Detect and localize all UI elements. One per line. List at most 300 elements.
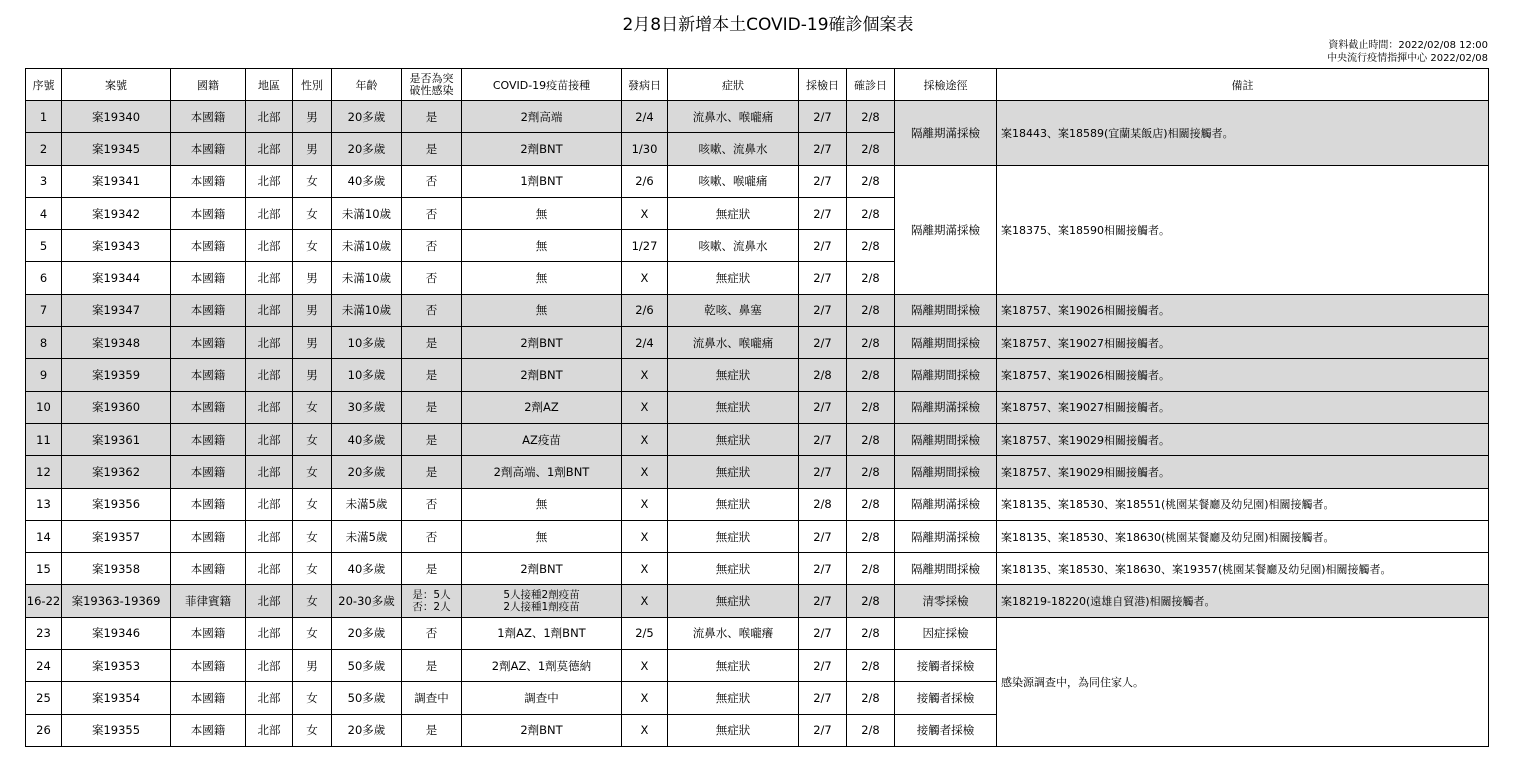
cell-region: 北部 [246, 423, 293, 455]
cell-symptoms: 流鼻水、喉嚨癢 [668, 617, 799, 649]
cell-symptoms: 流鼻水、喉嚨痛 [668, 327, 799, 359]
cell-onset: X [622, 391, 668, 423]
cell-onset: X [622, 262, 668, 294]
cell-vaccine: 2劑高端、1劑BNT [462, 456, 622, 488]
cell-vaccine: 調查中 [462, 682, 622, 714]
cell-sex: 男 [293, 327, 332, 359]
cell-breakthrough: 否 [402, 488, 462, 520]
cell-test-date: 2/7 [799, 230, 847, 262]
cell-sex: 男 [293, 262, 332, 294]
cell-region: 北部 [246, 617, 293, 649]
cell-nationality: 本國籍 [171, 423, 246, 455]
cell-breakthrough: 否 [402, 617, 462, 649]
cell-note: 案18135、案18530、案18630(桃園某餐廳及幼兒園)相關接觸者。 [997, 520, 1489, 552]
cell-breakthrough: 是 [402, 359, 462, 391]
cell-age: 40多歲 [332, 165, 402, 197]
cell-sex: 女 [293, 230, 332, 262]
cell-age: 40多歲 [332, 423, 402, 455]
cell-case: 案19356 [62, 488, 171, 520]
cell-vaccine: 2劑BNT [462, 359, 622, 391]
cell-test-date: 2/7 [799, 101, 847, 133]
page-title: 2月8日新增本土COVID-19確診個案表 [622, 15, 914, 35]
cell-breakthrough: 是：5人 否：2人 [402, 585, 462, 617]
cell-onset: X [622, 520, 668, 552]
header-row [26, 69, 1489, 101]
cell-onset: X [622, 423, 668, 455]
cell-route: 接觸者採檢 [895, 650, 997, 682]
cell-vaccine: 無 [462, 520, 622, 552]
cell-route: 隔離期滿採檢 [895, 520, 997, 552]
cell-age: 40多歲 [332, 553, 402, 585]
cell-breakthrough: 調查中 [402, 682, 462, 714]
cell-onset: 2/6 [622, 294, 668, 326]
cell-no: 2 [26, 133, 62, 165]
cell-no: 10 [26, 391, 62, 423]
cell-sex: 女 [293, 197, 332, 229]
cell-nationality: 本國籍 [171, 197, 246, 229]
cell-region: 北部 [246, 294, 293, 326]
table-row [26, 585, 1489, 617]
cell-case: 案19359 [62, 359, 171, 391]
cell-onset: 2/6 [622, 165, 668, 197]
cell-region: 北部 [246, 650, 293, 682]
cell-sex: 男 [293, 359, 332, 391]
cell-region: 北部 [246, 585, 293, 617]
cell-note: 案18135、案18530、案18551(桃園某餐廳及幼兒園)相關接觸者。 [997, 488, 1489, 520]
cell-breakthrough: 否 [402, 262, 462, 294]
cell-age: 未滿10歲 [332, 294, 402, 326]
cell-vaccine: 無 [462, 294, 622, 326]
cell-nationality: 本國籍 [171, 294, 246, 326]
cell-sex: 男 [293, 101, 332, 133]
cell-route: 隔離期間採檢 [895, 423, 997, 455]
cell-sex: 男 [293, 294, 332, 326]
cell-nationality: 菲律賓籍 [171, 585, 246, 617]
cell-test-date: 2/7 [799, 714, 847, 746]
cell-confirm-date: 2/8 [847, 520, 895, 552]
cell-test-date: 2/8 [799, 488, 847, 520]
cell-route: 隔離期間採檢 [895, 294, 997, 326]
table-row [26, 488, 1489, 520]
cell-age: 30多歲 [332, 391, 402, 423]
cell-route: 隔離期間採檢 [895, 456, 997, 488]
cell-nationality: 本國籍 [171, 133, 246, 165]
cell-sex: 女 [293, 391, 332, 423]
cell-onset: 1/30 [622, 133, 668, 165]
cell-breakthrough: 否 [402, 294, 462, 326]
cell-confirm-date: 2/8 [847, 617, 895, 649]
cell-no: 9 [26, 359, 62, 391]
cell-region: 北部 [246, 327, 293, 359]
cell-symptoms: 咳嗽、流鼻水 [668, 230, 799, 262]
cell-case: 案19357 [62, 520, 171, 552]
cell-symptoms: 咳嗽、流鼻水 [668, 133, 799, 165]
cell-age: 20多歲 [332, 133, 402, 165]
cell-vaccine: 5人接種2劑疫苗 2人接種1劑疫苗 [462, 585, 622, 617]
cell-no: 15 [26, 553, 62, 585]
cell-age: 10多歲 [332, 327, 402, 359]
cell-note: 案18219-18220(遠雄自貿港)相關接觸者。 [997, 585, 1489, 617]
cell-region: 北部 [246, 682, 293, 714]
cell-breakthrough: 是 [402, 423, 462, 455]
col-no: 序號 [26, 69, 62, 101]
cell-breakthrough: 是 [402, 327, 462, 359]
cell-no: 11 [26, 423, 62, 455]
cell-no: 6 [26, 262, 62, 294]
cell-case: 案19341 [62, 165, 171, 197]
cell-route: 隔離期滿採檢 [895, 488, 997, 520]
cell-age: 20-30多歲 [332, 585, 402, 617]
cell-route: 接觸者採檢 [895, 682, 997, 714]
cell-sex: 女 [293, 714, 332, 746]
cell-sex: 女 [293, 553, 332, 585]
cell-age: 50多歲 [332, 650, 402, 682]
cell-nationality: 本國籍 [171, 230, 246, 262]
cell-breakthrough: 是 [402, 133, 462, 165]
cell-no: 3 [26, 165, 62, 197]
cell-onset: X [622, 682, 668, 714]
cell-region: 北部 [246, 456, 293, 488]
cell-sex: 女 [293, 423, 332, 455]
table-row [26, 617, 1489, 649]
cell-sex: 女 [293, 617, 332, 649]
cell-confirm-date: 2/8 [847, 391, 895, 423]
cell-case: 案19340 [62, 101, 171, 133]
cell-test-date: 2/7 [799, 650, 847, 682]
cell-nationality: 本國籍 [171, 359, 246, 391]
cell-region: 北部 [246, 391, 293, 423]
col-confirm-date: 確診日 [847, 69, 895, 101]
cell-test-date: 2/7 [799, 682, 847, 714]
cell-confirm-date: 2/8 [847, 294, 895, 326]
cell-case: 案19348 [62, 327, 171, 359]
table-row [26, 391, 1489, 423]
cell-region: 北部 [246, 133, 293, 165]
cell-confirm-date: 2/8 [847, 714, 895, 746]
cell-nationality: 本國籍 [171, 101, 246, 133]
cell-case: 案19358 [62, 553, 171, 585]
cell-case: 案19343 [62, 230, 171, 262]
source-agency: 中央流行疫情指揮中心 2022/02/08 [1327, 53, 1488, 64]
cell-nationality: 本國籍 [171, 262, 246, 294]
cell-test-date: 2/7 [799, 423, 847, 455]
cell-vaccine: 1劑BNT [462, 165, 622, 197]
cell-case: 案19353 [62, 650, 171, 682]
col-symptoms: 症狀 [668, 69, 799, 101]
cell-confirm-date: 2/8 [847, 650, 895, 682]
cell-vaccine: 1劑AZ、1劑BNT [462, 617, 622, 649]
cell-case: 案19354 [62, 682, 171, 714]
col-onset: 發病日 [622, 69, 668, 101]
cell-symptoms: 無症狀 [668, 682, 799, 714]
cell-onset: X [622, 585, 668, 617]
table-row [26, 327, 1489, 359]
cell-nationality: 本國籍 [171, 488, 246, 520]
cell-age: 50多歲 [332, 682, 402, 714]
cell-confirm-date: 2/8 [847, 585, 895, 617]
cell-age: 10多歲 [332, 359, 402, 391]
table-row [26, 553, 1489, 585]
cell-vaccine: AZ疫苗 [462, 423, 622, 455]
table-row [26, 165, 1489, 197]
cell-symptoms: 咳嗽、喉嚨痛 [668, 165, 799, 197]
cell-vaccine: 無 [462, 262, 622, 294]
cell-sex: 女 [293, 488, 332, 520]
cell-sex: 男 [293, 650, 332, 682]
cell-no: 14 [26, 520, 62, 552]
cell-confirm-date: 2/8 [847, 488, 895, 520]
cell-age: 20多歲 [332, 714, 402, 746]
cell-route: 隔離期滿採檢 [895, 101, 997, 166]
cell-symptoms: 無症狀 [668, 650, 799, 682]
cell-confirm-date: 2/8 [847, 230, 895, 262]
cell-symptoms: 無症狀 [668, 456, 799, 488]
cell-breakthrough: 是 [402, 101, 462, 133]
cell-age: 未滿10歲 [332, 230, 402, 262]
cell-test-date: 2/7 [799, 456, 847, 488]
cell-test-date: 2/7 [799, 197, 847, 229]
cell-region: 北部 [246, 165, 293, 197]
cell-vaccine: 2劑BNT [462, 714, 622, 746]
cell-note: 案18757、案19029相關接觸者。 [997, 456, 1489, 488]
cell-region: 北部 [246, 488, 293, 520]
cell-note: 案18757、案19026相關接觸者。 [997, 359, 1489, 391]
cell-test-date: 2/8 [799, 359, 847, 391]
cell-onset: X [622, 197, 668, 229]
cell-route: 接觸者採檢 [895, 714, 997, 746]
cell-region: 北部 [246, 230, 293, 262]
cell-route: 隔離期滿採檢 [895, 165, 997, 294]
cell-case: 案19355 [62, 714, 171, 746]
cell-symptoms: 無症狀 [668, 585, 799, 617]
cell-confirm-date: 2/8 [847, 327, 895, 359]
cell-symptoms: 無症狀 [668, 262, 799, 294]
cell-region: 北部 [246, 101, 293, 133]
col-breakthrough: 是否為突 破性感染 [402, 69, 462, 101]
cell-vaccine: 2劑BNT [462, 553, 622, 585]
cell-no: 13 [26, 488, 62, 520]
table-row [26, 359, 1489, 391]
cell-age: 20多歲 [332, 456, 402, 488]
cell-breakthrough: 是 [402, 714, 462, 746]
col-age: 年齡 [332, 69, 402, 101]
cell-confirm-date: 2/8 [847, 456, 895, 488]
cell-symptoms: 無症狀 [668, 423, 799, 455]
cell-onset: X [622, 714, 668, 746]
cell-age: 未滿5歲 [332, 520, 402, 552]
cell-test-date: 2/7 [799, 585, 847, 617]
cell-confirm-date: 2/8 [847, 165, 895, 197]
col-vaccine: COVID-19疫苗接種 [462, 69, 622, 101]
cell-symptoms: 無症狀 [668, 197, 799, 229]
cell-breakthrough: 是 [402, 391, 462, 423]
case-table [25, 68, 1489, 747]
cell-note: 案18757、案19027相關接觸者。 [997, 391, 1489, 423]
cell-sex: 女 [293, 682, 332, 714]
cell-confirm-date: 2/8 [847, 197, 895, 229]
col-case: 案號 [62, 69, 171, 101]
cell-route: 清零採檢 [895, 585, 997, 617]
cell-note: 感染源調查中，為同住家人。 [997, 617, 1489, 746]
cell-no: 26 [26, 714, 62, 746]
cell-vaccine: 無 [462, 197, 622, 229]
cell-symptoms: 無症狀 [668, 391, 799, 423]
cell-age: 未滿10歲 [332, 262, 402, 294]
cell-nationality: 本國籍 [171, 391, 246, 423]
cell-case: 案19360 [62, 391, 171, 423]
cell-nationality: 本國籍 [171, 682, 246, 714]
cell-age: 未滿5歲 [332, 488, 402, 520]
cell-note: 案18135、案18530、案18630、案19357(桃園某餐廳及幼兒園)相關接觸者。 [997, 553, 1489, 585]
cell-onset: 2/4 [622, 327, 668, 359]
cell-confirm-date: 2/8 [847, 133, 895, 165]
table-row [26, 423, 1489, 455]
cell-breakthrough: 否 [402, 165, 462, 197]
cell-case: 案19361 [62, 423, 171, 455]
cell-symptoms: 無症狀 [668, 714, 799, 746]
cell-onset: X [622, 488, 668, 520]
cell-confirm-date: 2/8 [847, 682, 895, 714]
cell-age: 20多歲 [332, 617, 402, 649]
cell-sex: 女 [293, 520, 332, 552]
cell-confirm-date: 2/8 [847, 553, 895, 585]
cell-route: 隔離期間採檢 [895, 359, 997, 391]
cell-no: 16-22 [26, 585, 62, 617]
cell-test-date: 2/7 [799, 262, 847, 294]
cell-test-date: 2/7 [799, 294, 847, 326]
cell-vaccine: 無 [462, 230, 622, 262]
cell-no: 25 [26, 682, 62, 714]
cell-vaccine: 無 [462, 488, 622, 520]
cell-breakthrough: 是 [402, 650, 462, 682]
cell-note: 案18443、案18589(宜蘭某飯店)相關接觸者。 [997, 101, 1489, 166]
cell-note: 案18757、案19029相關接觸者。 [997, 423, 1489, 455]
cell-region: 北部 [246, 359, 293, 391]
cell-region: 北部 [246, 714, 293, 746]
cutoff-time: 資料截止時間：2022/02/08 12:00 [1328, 40, 1488, 51]
cell-route: 因症採檢 [895, 617, 997, 649]
table-row [26, 520, 1489, 552]
cell-symptoms: 無症狀 [668, 359, 799, 391]
cell-test-date: 2/7 [799, 133, 847, 165]
cell-case: 案19362 [62, 456, 171, 488]
cell-vaccine: 2劑BNT [462, 327, 622, 359]
cell-case: 案19347 [62, 294, 171, 326]
table-row [26, 456, 1489, 488]
cell-case: 案19346 [62, 617, 171, 649]
cell-vaccine: 2劑AZ [462, 391, 622, 423]
cell-onset: 2/5 [622, 617, 668, 649]
cell-symptoms: 流鼻水、喉嚨痛 [668, 101, 799, 133]
cell-region: 北部 [246, 197, 293, 229]
cell-onset: 2/4 [622, 101, 668, 133]
cell-nationality: 本國籍 [171, 553, 246, 585]
cell-no: 4 [26, 197, 62, 229]
cell-vaccine: 2劑高端 [462, 101, 622, 133]
cell-test-date: 2/7 [799, 520, 847, 552]
cell-sex: 女 [293, 456, 332, 488]
report-meta [1327, 39, 1488, 65]
cell-sex: 女 [293, 165, 332, 197]
cell-test-date: 2/7 [799, 391, 847, 423]
cell-route: 隔離期滿採檢 [895, 391, 997, 423]
cell-no: 23 [26, 617, 62, 649]
cell-test-date: 2/7 [799, 327, 847, 359]
table-row [26, 294, 1489, 326]
cell-note: 案18757、案19027相關接觸者。 [997, 327, 1489, 359]
cell-nationality: 本國籍 [171, 456, 246, 488]
cell-onset: 1/27 [622, 230, 668, 262]
col-route: 採檢途徑 [895, 69, 997, 101]
cell-nationality: 本國籍 [171, 714, 246, 746]
cell-confirm-date: 2/8 [847, 423, 895, 455]
cell-symptoms: 乾咳、鼻塞 [668, 294, 799, 326]
cell-confirm-date: 2/8 [847, 101, 895, 133]
cell-nationality: 本國籍 [171, 165, 246, 197]
cell-no: 1 [26, 101, 62, 133]
cell-nationality: 本國籍 [171, 650, 246, 682]
col-test-date: 採檢日 [799, 69, 847, 101]
cell-region: 北部 [246, 553, 293, 585]
cell-onset: X [622, 456, 668, 488]
col-nationality: 國籍 [171, 69, 246, 101]
cell-test-date: 2/7 [799, 553, 847, 585]
cell-breakthrough: 否 [402, 520, 462, 552]
cell-route: 隔離期間採檢 [895, 553, 997, 585]
col-sex: 性別 [293, 69, 332, 101]
cell-test-date: 2/7 [799, 617, 847, 649]
cell-sex: 女 [293, 585, 332, 617]
cell-test-date: 2/7 [799, 165, 847, 197]
cell-route: 隔離期間採檢 [895, 327, 997, 359]
cell-case: 案19344 [62, 262, 171, 294]
cell-symptoms: 無症狀 [668, 553, 799, 585]
cell-onset: X [622, 359, 668, 391]
cell-age: 未滿10歲 [332, 197, 402, 229]
cell-nationality: 本國籍 [171, 617, 246, 649]
cell-confirm-date: 2/8 [847, 262, 895, 294]
cell-no: 7 [26, 294, 62, 326]
col-region: 地區 [246, 69, 293, 101]
cell-no: 24 [26, 650, 62, 682]
cell-breakthrough: 否 [402, 230, 462, 262]
col-note: 備註 [997, 69, 1489, 101]
cell-breakthrough: 否 [402, 197, 462, 229]
table-row [26, 101, 1489, 133]
cell-no: 5 [26, 230, 62, 262]
cell-region: 北部 [246, 262, 293, 294]
cell-note: 案18757、案19026相關接觸者。 [997, 294, 1489, 326]
cell-symptoms: 無症狀 [668, 488, 799, 520]
cell-vaccine: 2劑BNT [462, 133, 622, 165]
cell-nationality: 本國籍 [171, 520, 246, 552]
cell-onset: X [622, 650, 668, 682]
cell-confirm-date: 2/8 [847, 359, 895, 391]
cell-no: 12 [26, 456, 62, 488]
cell-sex: 男 [293, 133, 332, 165]
cell-symptoms: 無症狀 [668, 520, 799, 552]
cell-case: 案19342 [62, 197, 171, 229]
cell-nationality: 本國籍 [171, 327, 246, 359]
cell-breakthrough: 是 [402, 553, 462, 585]
cell-vaccine: 2劑AZ、1劑莫德納 [462, 650, 622, 682]
cell-onset: X [622, 553, 668, 585]
cell-case: 案19345 [62, 133, 171, 165]
cell-no: 8 [26, 327, 62, 359]
cell-age: 20多歲 [332, 101, 402, 133]
cell-breakthrough: 是 [402, 456, 462, 488]
cell-note: 案18375、案18590相關接觸者。 [997, 165, 1489, 294]
